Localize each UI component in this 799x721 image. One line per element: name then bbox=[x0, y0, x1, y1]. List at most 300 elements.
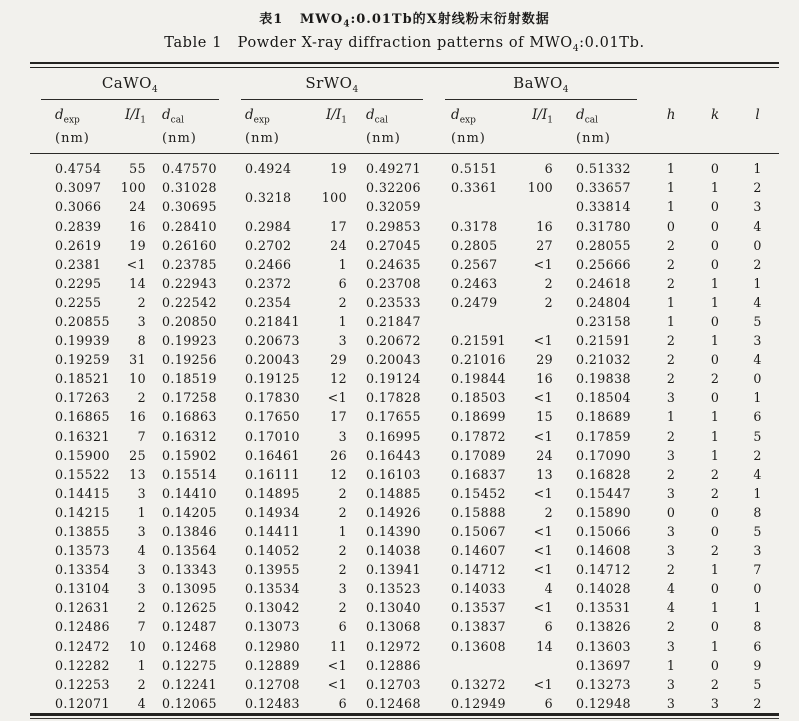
cell: 3 bbox=[666, 485, 676, 501]
cell: 8 bbox=[137, 333, 146, 349]
cell: 0.47570 bbox=[162, 161, 217, 177]
cell: 0.49271 bbox=[366, 161, 421, 177]
cell: 1 bbox=[338, 313, 347, 329]
table-row bbox=[30, 369, 779, 388]
table-row bbox=[30, 656, 779, 675]
cell: 6 bbox=[544, 695, 554, 711]
group-header-row bbox=[30, 68, 779, 100]
cell: 0.33814 bbox=[576, 199, 631, 215]
cell: 0.32206 bbox=[366, 180, 421, 196]
cell: 3 bbox=[338, 581, 347, 597]
cell: 0.19939 bbox=[55, 333, 110, 349]
table-row bbox=[30, 522, 779, 541]
cell: 0.12253 bbox=[55, 676, 110, 692]
cell: 3 bbox=[666, 447, 676, 463]
cell: 26 bbox=[330, 447, 347, 463]
cell: 0.12948 bbox=[576, 695, 631, 711]
cell: 6 bbox=[544, 619, 554, 635]
cell: 0.13523 bbox=[366, 581, 421, 597]
table-row bbox=[30, 274, 779, 293]
cell: 13 bbox=[536, 466, 554, 482]
cell: 0.23708 bbox=[366, 275, 421, 291]
cell: 0 bbox=[753, 581, 762, 597]
cell: 0.16443 bbox=[366, 447, 421, 463]
cell: 3 bbox=[137, 313, 146, 329]
col-header-dexp: $d_{exp}$ bbox=[451, 107, 476, 127]
cell: 0.16312 bbox=[162, 428, 217, 444]
cell: 16 bbox=[536, 218, 554, 234]
cell: 14 bbox=[536, 638, 554, 654]
cell: 16 bbox=[536, 371, 554, 387]
cell: 0.13537 bbox=[451, 600, 506, 616]
cell: 0.14028 bbox=[576, 581, 631, 597]
formula-subscript: 4 bbox=[572, 43, 580, 54]
cell: 0.12282 bbox=[55, 657, 110, 673]
cell: 0.12886 bbox=[366, 657, 421, 673]
cell: 2 bbox=[338, 485, 347, 501]
group-label: BaWO bbox=[513, 74, 563, 93]
cell: 0.15447 bbox=[576, 485, 631, 501]
cell: 0.17090 bbox=[576, 447, 631, 463]
cell: 0.17263 bbox=[55, 390, 110, 406]
cell: 0.15902 bbox=[162, 447, 217, 463]
cell: 0 bbox=[710, 619, 720, 635]
cell: 0.2984 bbox=[245, 218, 292, 234]
cell: 3 bbox=[710, 695, 720, 711]
formula-subscript: 4 bbox=[343, 19, 351, 30]
table-row bbox=[30, 541, 779, 560]
column-header-row bbox=[30, 100, 779, 128]
table-header bbox=[30, 68, 779, 153]
cell: 0.30695 bbox=[162, 199, 217, 215]
cell: 2 bbox=[710, 543, 720, 559]
cell: 0.17830 bbox=[245, 390, 300, 406]
cell: 0.24635 bbox=[366, 256, 421, 272]
cell: <1 bbox=[533, 524, 554, 539]
cell: <1 bbox=[533, 256, 554, 272]
cell: 0.16863 bbox=[162, 409, 217, 425]
cell: 0.14052 bbox=[245, 543, 300, 559]
cell: 0.51332 bbox=[576, 161, 631, 177]
cell: 0.2463 bbox=[451, 275, 498, 291]
cell bbox=[434, 197, 510, 216]
cell: 0.12708 bbox=[245, 676, 300, 692]
cell: 0.12980 bbox=[245, 638, 300, 654]
cell: <1 bbox=[327, 390, 347, 406]
cell: 3 bbox=[137, 524, 146, 539]
table-row bbox=[30, 350, 779, 369]
cell: 0.23533 bbox=[366, 294, 421, 310]
col-header-intensity: $I/I_1$ bbox=[326, 107, 347, 127]
cell: 3 bbox=[338, 428, 347, 444]
cell: 2 bbox=[338, 294, 347, 310]
cell: 0.12241 bbox=[162, 676, 217, 692]
cell: 0.31780 bbox=[576, 218, 631, 234]
cell: 2 bbox=[666, 333, 676, 349]
cell: 2 bbox=[544, 504, 554, 520]
cell: 1 bbox=[710, 180, 720, 196]
cell: 0.28410 bbox=[162, 218, 217, 234]
cell: 6 bbox=[544, 161, 554, 177]
cell: <1 bbox=[533, 600, 554, 616]
cell: 0 bbox=[710, 313, 720, 329]
cell: 0 bbox=[753, 237, 762, 253]
table-row bbox=[30, 293, 779, 312]
cell: 5 bbox=[753, 524, 762, 539]
cell: 0.14607 bbox=[451, 543, 506, 559]
cell: 1 bbox=[710, 333, 720, 349]
cell: 0.12625 bbox=[162, 600, 217, 616]
cell: <1 bbox=[533, 562, 554, 578]
cell: 0.21841 bbox=[245, 313, 300, 329]
title-zh-rest: :0.01Tb的X射线粉末衍射数据 bbox=[350, 12, 550, 27]
cell: 0.12468 bbox=[162, 638, 217, 654]
bottom-rule bbox=[30, 713, 779, 719]
cell: 0.14205 bbox=[162, 504, 217, 520]
cell: 0.17872 bbox=[451, 428, 506, 444]
cell: 2 bbox=[710, 371, 720, 387]
cell: 6 bbox=[338, 695, 347, 711]
cell: 0.2567 bbox=[451, 256, 498, 272]
cell: 1 bbox=[710, 638, 720, 654]
group-label-subscript: 4 bbox=[352, 85, 359, 96]
cell: 0.12275 bbox=[162, 657, 217, 673]
cell: 0.13068 bbox=[366, 619, 421, 635]
cell: 0.23158 bbox=[576, 313, 631, 329]
cell: 1 bbox=[710, 428, 720, 444]
cell: 0.14411 bbox=[245, 524, 300, 539]
cell: 0.2479 bbox=[451, 294, 498, 310]
cell: 3 bbox=[666, 543, 676, 559]
cell: 2 bbox=[666, 428, 676, 444]
cell: 1 bbox=[710, 600, 720, 616]
cell: 0.12065 bbox=[162, 695, 217, 711]
cell: 3 bbox=[666, 695, 676, 711]
cell: 9 bbox=[753, 657, 762, 673]
cell: 3 bbox=[666, 524, 676, 539]
cell: 0 bbox=[710, 218, 720, 234]
cell: 29 bbox=[536, 352, 554, 368]
cell: 0 bbox=[710, 256, 720, 272]
cell: 2 bbox=[666, 619, 676, 635]
cell: 0.14926 bbox=[366, 504, 421, 520]
cell: 0.16837 bbox=[451, 466, 506, 482]
cell: 0.12631 bbox=[55, 600, 110, 616]
cell: 0.20673 bbox=[245, 333, 300, 349]
cell: 0.17010 bbox=[245, 428, 300, 444]
cell: 2 bbox=[338, 600, 347, 616]
title-zh-prefix: 表1 bbox=[259, 12, 284, 27]
cell: <1 bbox=[327, 657, 347, 673]
cell: 1 bbox=[338, 524, 347, 539]
cell: 17 bbox=[330, 409, 347, 425]
cell: 2 bbox=[666, 256, 676, 272]
cell: 2 bbox=[753, 695, 762, 711]
cell: 0.2372 bbox=[245, 275, 292, 291]
col-header-intensity: $I/I_1$ bbox=[125, 107, 146, 127]
unit-nm: (nm) bbox=[352, 128, 434, 154]
table-row bbox=[30, 388, 779, 407]
cell: 2 bbox=[666, 371, 676, 387]
cell: 0.20850 bbox=[162, 313, 217, 329]
cell: 2 bbox=[753, 256, 762, 272]
group-label: CaWO bbox=[101, 74, 152, 93]
table-title-english bbox=[30, 35, 779, 54]
cell: <1 bbox=[533, 485, 554, 501]
cell: 2 bbox=[137, 600, 146, 616]
cell bbox=[434, 656, 510, 675]
cell: 0.15452 bbox=[451, 485, 506, 501]
cell: 0.14885 bbox=[366, 485, 421, 501]
cell: 17 bbox=[330, 218, 347, 234]
table-row bbox=[30, 236, 779, 255]
cell bbox=[434, 312, 510, 331]
cell: 2 bbox=[666, 275, 676, 291]
cell: 5 bbox=[753, 428, 762, 444]
cell: 3 bbox=[753, 199, 762, 215]
table-row bbox=[30, 579, 779, 598]
cell: 24 bbox=[330, 237, 347, 253]
cell: 2 bbox=[710, 466, 720, 482]
cell: 4 bbox=[753, 352, 762, 368]
cell: 55 bbox=[129, 161, 146, 177]
table-row bbox=[30, 154, 779, 179]
title-en-prefix: Table 1 bbox=[164, 34, 223, 51]
cell: 0.13273 bbox=[576, 676, 631, 692]
table-row bbox=[30, 675, 779, 694]
group-header-cawo4 bbox=[30, 68, 230, 100]
cell: 0.19124 bbox=[366, 371, 421, 387]
cell: 1 bbox=[137, 657, 146, 673]
cell: 0.12472 bbox=[55, 638, 110, 654]
cell: 0.3066 bbox=[55, 199, 102, 215]
cell: 0.12487 bbox=[162, 619, 217, 635]
cell: 0.21847 bbox=[366, 313, 421, 329]
cell: 0.20043 bbox=[366, 352, 421, 368]
title-en-formula: MWO bbox=[529, 34, 573, 51]
cell: 8 bbox=[753, 619, 762, 635]
cell: <1 bbox=[533, 333, 554, 349]
cell: 0.16865 bbox=[55, 409, 110, 425]
cell: 0.18689 bbox=[576, 409, 631, 425]
cell: 0.13837 bbox=[451, 619, 506, 635]
cell: 2 bbox=[666, 237, 676, 253]
cell: 0.25666 bbox=[576, 256, 631, 272]
cell: 0.3218 bbox=[245, 189, 292, 205]
cell: 0.16995 bbox=[366, 428, 421, 444]
cell: 0.2354 bbox=[245, 294, 292, 310]
cell: 0.14033 bbox=[451, 581, 506, 597]
unit-nm: (nm) bbox=[230, 128, 304, 154]
cell: 0.13941 bbox=[366, 562, 421, 578]
cell: 0.19838 bbox=[576, 371, 631, 387]
table-row bbox=[30, 331, 779, 350]
cell: 0.14410 bbox=[162, 485, 217, 501]
cell: 1 bbox=[753, 390, 762, 406]
cell: 8 bbox=[753, 504, 762, 520]
group-label: SrWO bbox=[305, 74, 353, 93]
cell: 4 bbox=[753, 218, 762, 234]
cell: 2 bbox=[753, 180, 762, 196]
cell: 0.13697 bbox=[576, 657, 631, 673]
cell: 0.33657 bbox=[576, 180, 631, 196]
cell: 0.15522 bbox=[55, 466, 110, 482]
cell: 0.13826 bbox=[576, 619, 631, 635]
cell: 24 bbox=[129, 199, 146, 215]
cell: <1 bbox=[533, 543, 554, 559]
table-row bbox=[30, 178, 779, 197]
cell: 25 bbox=[129, 447, 146, 463]
table-row bbox=[30, 312, 779, 331]
cell: 0.19125 bbox=[245, 371, 300, 387]
cell: 0 bbox=[710, 352, 720, 368]
cell: 1 bbox=[710, 409, 720, 425]
cell: 0 bbox=[710, 390, 720, 406]
cell: 1 bbox=[753, 275, 762, 291]
cell: 0.26160 bbox=[162, 237, 217, 253]
cell: 0.18521 bbox=[55, 371, 110, 387]
cell: 0.13855 bbox=[55, 524, 110, 539]
col-header-h: h bbox=[648, 100, 694, 153]
unit-nm: (nm) bbox=[434, 128, 510, 154]
table-row bbox=[30, 407, 779, 426]
col-header-dexp: $d_{exp}$ bbox=[245, 107, 270, 127]
cell: 0.13564 bbox=[162, 543, 217, 559]
cell: 100 bbox=[527, 180, 554, 196]
cell: <1 bbox=[533, 390, 554, 406]
cell: 0.4754 bbox=[55, 161, 102, 177]
cell: 3 bbox=[666, 638, 676, 654]
cell: 3 bbox=[753, 543, 762, 559]
group-header-bawo4 bbox=[434, 68, 648, 100]
cell: 2 bbox=[666, 562, 676, 578]
cell: 1 bbox=[710, 294, 720, 310]
cell: 2 bbox=[544, 275, 554, 291]
cell: 31 bbox=[129, 352, 146, 368]
cell: 11 bbox=[330, 638, 347, 654]
title-en-body: Powder X-ray diffraction patterns of bbox=[237, 34, 525, 51]
cell: 12 bbox=[330, 371, 347, 387]
diffraction-table bbox=[30, 68, 779, 712]
cell: 0.17089 bbox=[451, 447, 506, 463]
cell: 0.14415 bbox=[55, 485, 110, 501]
table-row bbox=[30, 446, 779, 465]
cell: 0.2466 bbox=[245, 256, 292, 272]
cell: 6 bbox=[338, 275, 347, 291]
cell: 4 bbox=[753, 294, 762, 310]
cell: 0.19256 bbox=[162, 352, 217, 368]
cell: 7 bbox=[137, 619, 146, 635]
cell: 10 bbox=[129, 371, 146, 387]
table-title-chinese bbox=[30, 8, 779, 30]
cell: 2 bbox=[666, 466, 676, 482]
cell: 1 bbox=[137, 504, 146, 520]
cell: 1 bbox=[666, 180, 676, 196]
cell: 6 bbox=[338, 619, 347, 635]
cell: 0.16103 bbox=[366, 466, 421, 482]
cell: 24 bbox=[536, 447, 554, 463]
cell: 0.14215 bbox=[55, 504, 110, 520]
table-row bbox=[30, 503, 779, 522]
cell: 0.2381 bbox=[55, 256, 102, 272]
cell: 0.28055 bbox=[576, 237, 631, 253]
cell: 0 bbox=[710, 199, 720, 215]
cell: 3 bbox=[338, 333, 347, 349]
cell: 3 bbox=[666, 390, 676, 406]
cell: 3 bbox=[666, 676, 676, 692]
cell: 0.13073 bbox=[245, 619, 300, 635]
cell: 0.4924 bbox=[245, 161, 292, 177]
cell: 3 bbox=[137, 485, 146, 501]
cell: 7 bbox=[137, 428, 146, 444]
cell: 2 bbox=[137, 676, 146, 692]
cell: 0.13272 bbox=[451, 676, 506, 692]
cell: 0.12486 bbox=[55, 619, 110, 635]
cell: 0 bbox=[753, 371, 762, 387]
cell: 0 bbox=[710, 657, 720, 673]
cell: 0.29853 bbox=[366, 218, 421, 234]
cell: 0.2839 bbox=[55, 218, 102, 234]
cell: 0.2619 bbox=[55, 237, 102, 253]
table-row bbox=[30, 216, 779, 235]
cell: 100 bbox=[120, 180, 146, 196]
cell: 1 bbox=[710, 275, 720, 291]
cell: 0.13573 bbox=[55, 543, 110, 559]
cell: 0.13343 bbox=[162, 562, 217, 578]
cell: 0.24618 bbox=[576, 275, 631, 291]
col-header-dcal: $d_{cal}$ bbox=[366, 107, 388, 127]
cell: 0.16321 bbox=[55, 428, 110, 444]
cell: 0.14895 bbox=[245, 485, 300, 501]
col-header-dexp: $d_{exp}$ bbox=[55, 107, 80, 127]
cell: 0.2255 bbox=[55, 294, 102, 310]
cell: 2 bbox=[753, 447, 762, 463]
cell: 0.17650 bbox=[245, 409, 300, 425]
cell: 0.31028 bbox=[162, 180, 217, 196]
cell: 1 bbox=[338, 256, 347, 272]
cell: 0.12889 bbox=[245, 657, 300, 673]
group-label-subscript: 4 bbox=[562, 85, 569, 96]
cell: 1 bbox=[666, 409, 676, 425]
cell: 0.20672 bbox=[366, 333, 421, 349]
cell: 1 bbox=[666, 199, 676, 215]
cell: <1 bbox=[533, 428, 554, 444]
cell: 0.18519 bbox=[162, 371, 217, 387]
cell: 1 bbox=[666, 294, 676, 310]
cell: 0 bbox=[710, 581, 720, 597]
cell: 0 bbox=[710, 524, 720, 539]
cell: 0.20855 bbox=[55, 313, 110, 329]
cell: 2 bbox=[666, 352, 676, 368]
cell: 0.19259 bbox=[55, 352, 110, 368]
cell: 0.15888 bbox=[451, 504, 506, 520]
cell: 4 bbox=[753, 466, 762, 482]
cell: 0 bbox=[666, 504, 676, 520]
cell: 0.19844 bbox=[451, 371, 506, 387]
cell: 0.21591 bbox=[576, 333, 631, 349]
group-label-subscript: 4 bbox=[151, 85, 159, 96]
cell: <1 bbox=[327, 676, 347, 692]
cell: 2 bbox=[710, 485, 720, 501]
cell: 0.3361 bbox=[451, 180, 498, 196]
col-header-dcal: $d_{cal}$ bbox=[576, 107, 598, 127]
cell: 0 bbox=[710, 504, 720, 520]
cell: 0.12483 bbox=[245, 695, 300, 711]
cell: 0.13042 bbox=[245, 600, 300, 616]
cell: 1 bbox=[666, 657, 676, 673]
cell: 0.32059 bbox=[366, 199, 421, 215]
cell: 1 bbox=[710, 447, 720, 463]
